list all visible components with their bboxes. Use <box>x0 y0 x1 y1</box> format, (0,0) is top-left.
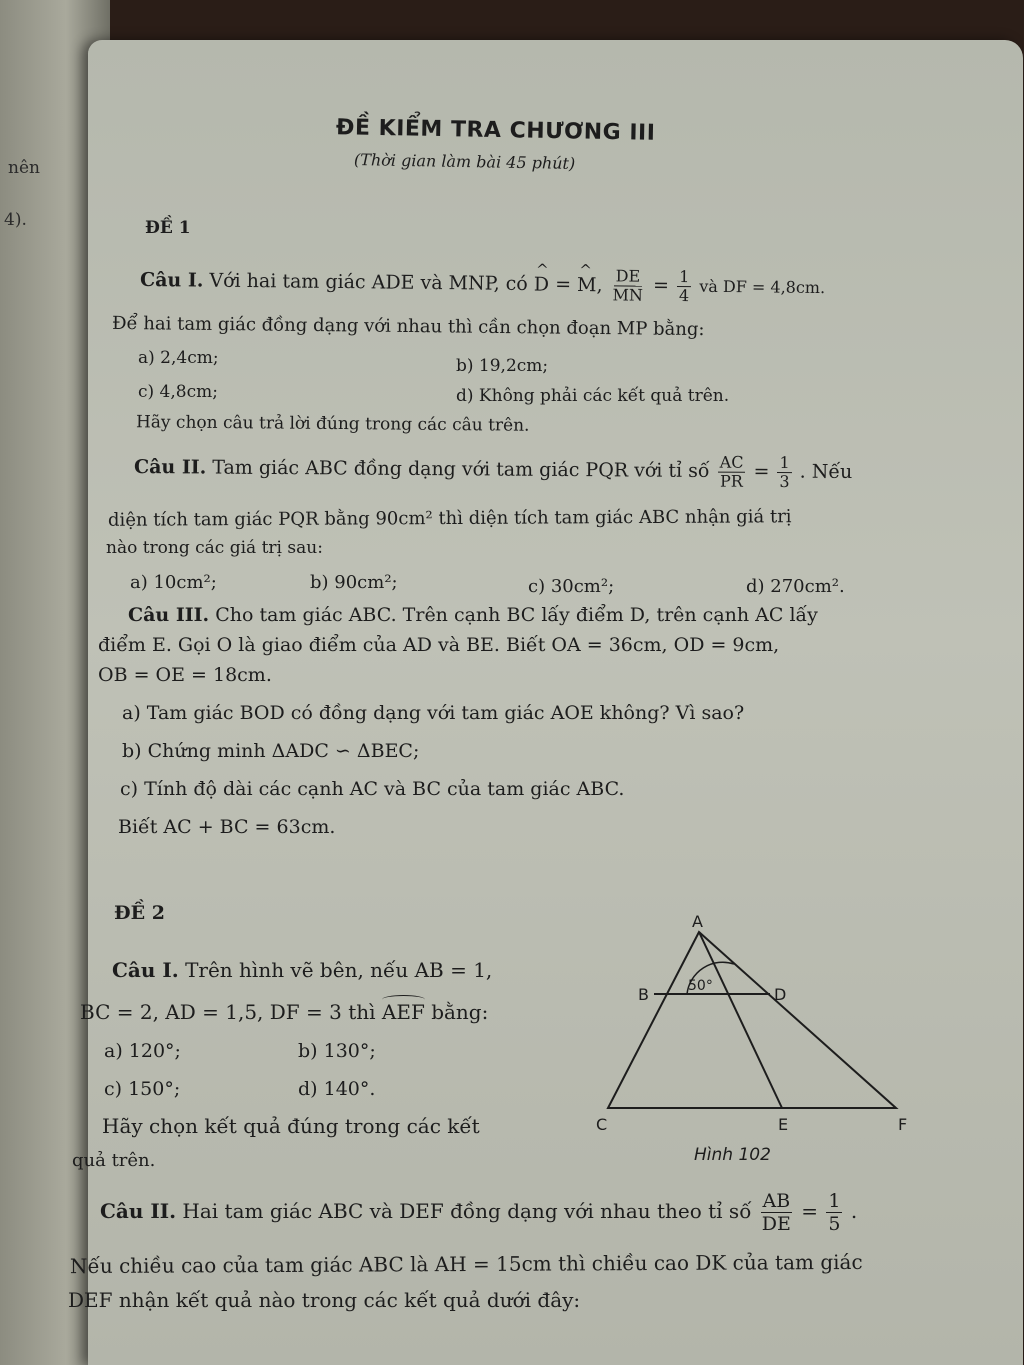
de1-q3-part-b: b) Chứng minh ΔADC ∽ ΔBEC; <box>122 740 420 762</box>
point-label-d: D <box>774 985 787 1004</box>
de2-question-2: Câu II. Hai tam giác ABC và DEF đồng dạng với nhau theo tỉ số $\frac{AB}{DE}$ = $\frac{1}{5}$ . <box>100 1190 858 1235</box>
de2-q2-line2: Nếu chiều cao của tam giác ABC là AH = 15cm thì chiều cao DK của tam giác <box>69 1249 863 1279</box>
point-label-c: C <box>596 1115 608 1134</box>
de1-q2-option-a: a) 10cm²; <box>130 572 217 593</box>
point-label-b: B <box>638 985 649 1004</box>
de1-q2-option-c: c) 30cm²; <box>528 576 615 597</box>
left-page-fragment: nên <box>8 158 40 178</box>
page-title: ĐỀ KIỂM TRA CHƯƠNG III <box>335 115 656 146</box>
triangle-figure-hinh-102 <box>586 910 926 1170</box>
de1-q1-instruction: Hãy chọn câu trả lời đúng trong các câu trên. <box>135 412 530 436</box>
de2-q1-line2: BC = 2, AD = 1,5, DF = 3 thì AEF bằng: <box>80 1000 489 1024</box>
page-subtitle: (Thời gian làm bài 45 phút) <box>353 150 576 173</box>
point-label-a: A <box>692 912 703 931</box>
de2-q1-instruction-1: Hãy chọn kết quả đúng trong các kết <box>102 1114 480 1138</box>
de1-q2-option-b: b) 90cm²; <box>310 572 398 593</box>
de1-q2-line3: nào trong các giá trị sau: <box>106 538 323 558</box>
de1-q3-line2: điểm E. Gọi O là giao điểm của AD và BE. Biết OA = 36cm, OD = 9cm, <box>98 634 780 656</box>
fraction-ab-de: $\frac{AB}{DE}$ <box>761 1190 791 1235</box>
de1-q3-line3: OB = OE = 18cm. <box>98 664 272 686</box>
point-label-e: E <box>778 1115 789 1134</box>
point-label-f: F <box>898 1115 908 1134</box>
de2-q1-instruction-2: quả trên. <box>72 1150 156 1171</box>
de1-q3-given: Biết AC + BC = 63cm. <box>118 816 336 838</box>
de1-q3-part-a: a) Tam giác BOD có đồng dạng với tam giác AOE không? Vì sao? <box>122 702 745 724</box>
de2-q1-option-c: c) 150°; <box>104 1078 181 1100</box>
de1-question-1: Câu I. Với hai tam giác ADE và MNP, có ^ D = ^ M, $\frac{DE}{MN}$ = $\frac{1}{4}$ và DF = 4,8cm. <box>140 262 825 306</box>
segment-ae <box>699 932 782 1108</box>
fraction-one-fifth: $\frac{1}{5}$ <box>828 1190 841 1235</box>
fraction-one-quarter: $\frac{1}{4}$ <box>678 267 690 306</box>
angle-label: 50° <box>688 978 713 994</box>
de1-question-3: Câu III. Cho tam giác ABC. Trên cạnh BC lấy điểm D, trên cạnh AC lấy <box>128 604 818 626</box>
book-page <box>68 40 1023 1365</box>
de1-q3-part-c: c) Tính độ dài các cạnh AC và BC của tam giác ABC. <box>120 778 625 800</box>
de2-question-1: Câu I. Trên hình vẽ bên, nếu AB = 1, <box>112 958 493 982</box>
section-label-de1: ĐỀ 1 <box>145 218 191 238</box>
de2-q1-option-a: a) 120°; <box>104 1040 181 1062</box>
fraction-ac-pr: $\frac{AC}{PR}$ <box>718 454 746 491</box>
de2-q2-line3: DEF nhận kết quả nào trong các kết quả dưới đây: <box>68 1288 581 1312</box>
fraction-one-third: $\frac{1}{3}$ <box>779 452 790 492</box>
fraction-de-mn: $\frac{DE}{MN}$ <box>612 266 644 305</box>
de1-q1-option-b: b) 19,2cm; <box>456 356 549 376</box>
de2-q1-option-d: d) 140°. <box>298 1078 376 1100</box>
de2-q1-option-b: b) 130°; <box>298 1040 376 1062</box>
de1-q1-option-d: d) Không phải các kết quả trên. <box>456 386 730 406</box>
arc-angle-aef: AEF <box>381 1000 425 1024</box>
de1-question-2: Câu II. Tam giác ABC đồng dạng với tam giác PQR với tỉ số $\frac{AC}{PR}$ = $\frac{1}{3}$ . Nếu <box>133 452 853 492</box>
de1-q1-option-a: a) 2,4cm; <box>138 348 219 368</box>
de1-q1-line2: Để hai tam giác đồng dạng với nhau thì cần chọn đoạn MP bằng: <box>111 312 705 341</box>
de1-q2-option-d: d) 270cm². <box>746 576 845 597</box>
de1-q2-line2: diện tích tam giác PQR bằng 90cm² thì diện tích tam giác ABC nhận giá trị <box>107 506 792 531</box>
section-label-de2: ĐỀ 2 <box>114 902 165 924</box>
figure-caption: Hình 102 <box>694 1145 771 1165</box>
triangle-acf <box>608 932 896 1108</box>
left-page-fragment: 4). <box>4 210 27 230</box>
de1-q1-option-c: c) 4,8cm; <box>138 382 218 402</box>
